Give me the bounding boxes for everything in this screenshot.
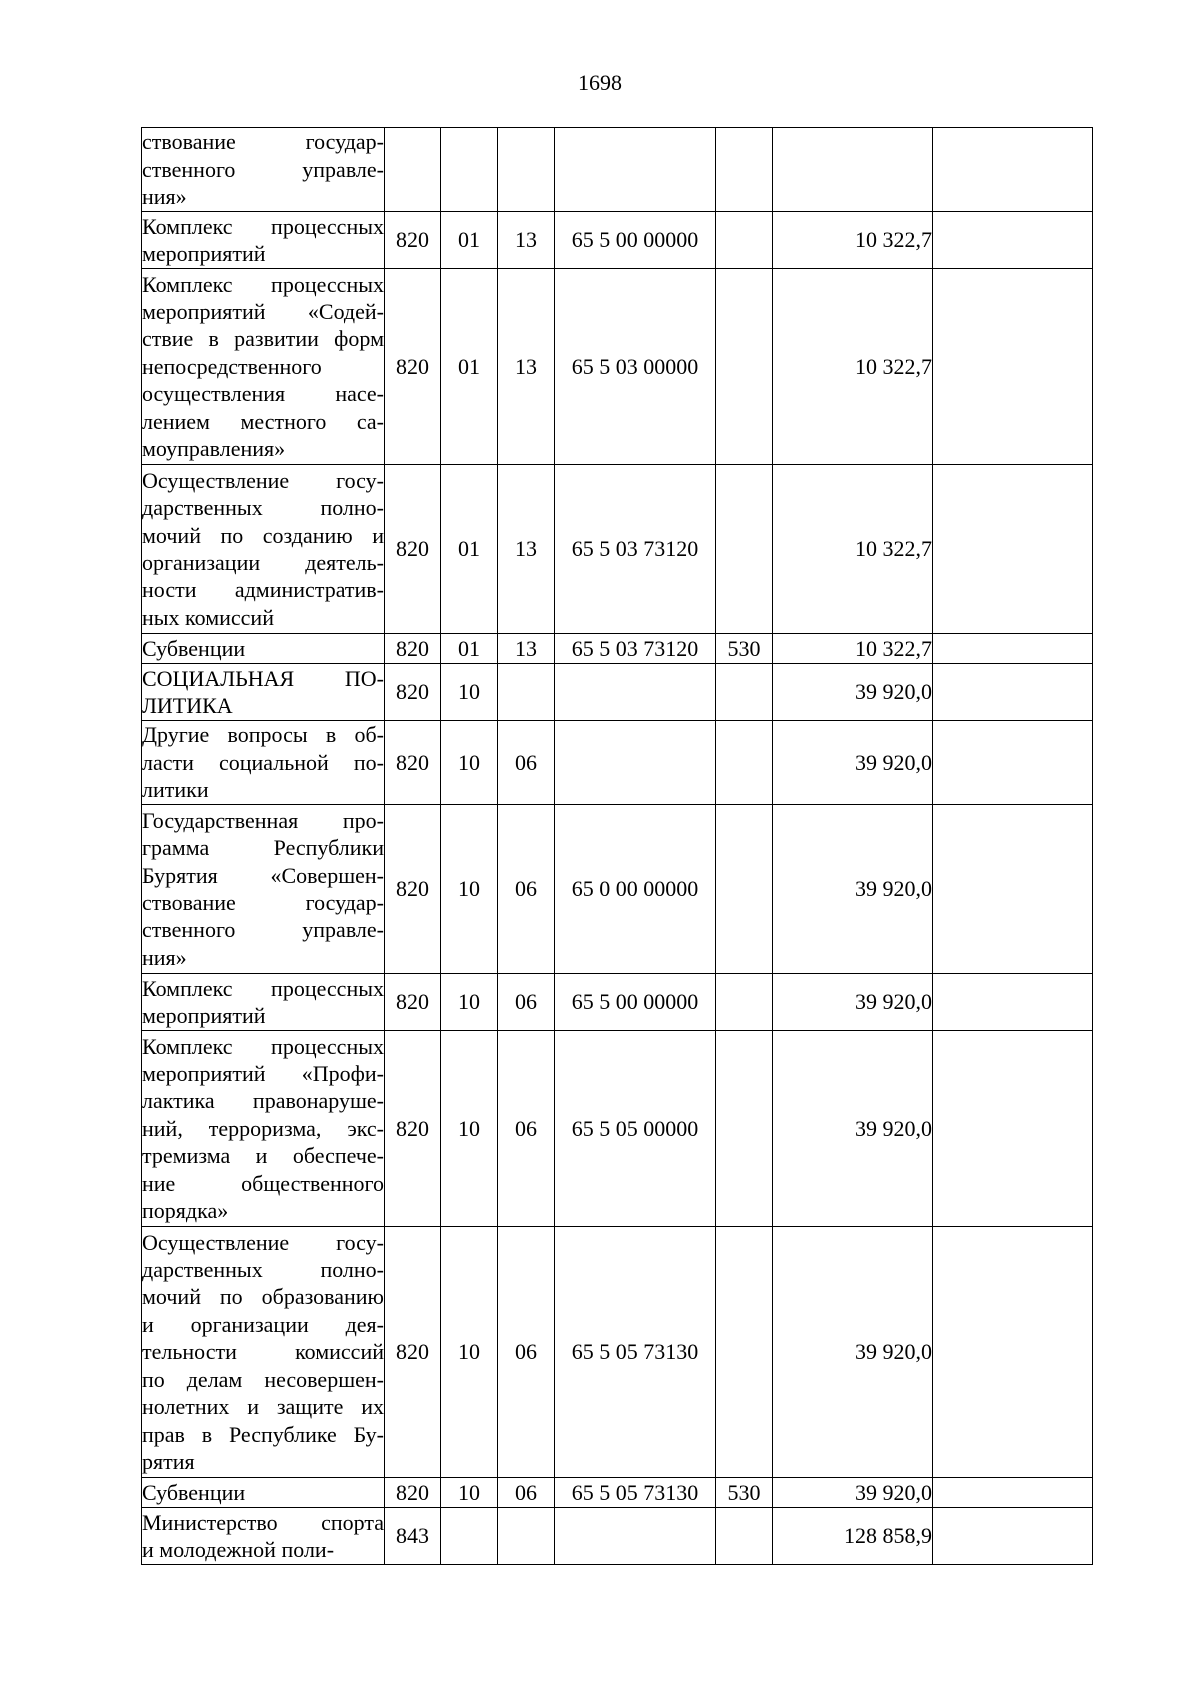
cell-name xyxy=(142,974,385,1031)
budget-table xyxy=(141,127,1093,1565)
table-row xyxy=(142,128,1093,212)
name-line: прав в Республике Бу- xyxy=(142,1421,384,1447)
cell-section: 10 xyxy=(441,1478,498,1508)
cell-name xyxy=(142,1227,385,1478)
name-line: по делам несовершен- xyxy=(142,1366,384,1392)
cell-vr xyxy=(716,269,773,465)
name-line: Комплекс процессных xyxy=(142,213,384,239)
name-line: Субвенции xyxy=(142,1479,246,1505)
name-line: лактика правонаруше- xyxy=(142,1088,384,1114)
name-line: мероприятий xyxy=(142,241,266,266)
cell-subsection xyxy=(498,128,555,212)
cell-target: 65 5 05 00000 xyxy=(555,1031,716,1227)
cell-admin: 820 xyxy=(385,465,441,634)
cell-amount: 39 920,0 xyxy=(773,1478,933,1508)
name-line: осуществления насе- xyxy=(142,381,384,407)
name-line: Комплекс процессных xyxy=(142,271,384,297)
name-line: литики xyxy=(142,777,209,803)
name-line: Комплекс процессных xyxy=(142,1033,384,1059)
name-line: моуправления» xyxy=(142,436,286,462)
name-line: ласти социальной по- xyxy=(142,749,384,775)
name-line: нолетних и защите их xyxy=(142,1394,384,1420)
cell-admin: 820 xyxy=(385,664,441,721)
cell-vr xyxy=(716,128,773,212)
name-line: мероприятий «Содей- xyxy=(142,298,384,324)
cell-vr: 530 xyxy=(716,634,773,664)
cell-empty xyxy=(933,465,1093,634)
table-row xyxy=(142,1508,1093,1565)
table-row xyxy=(142,974,1093,1031)
table-row xyxy=(142,1478,1093,1508)
cell-name xyxy=(142,465,385,634)
cell-admin: 843 xyxy=(385,1508,441,1565)
cell-vr xyxy=(716,1227,773,1478)
cell-vr xyxy=(716,805,773,974)
name-line: Другие вопросы в об- xyxy=(142,722,384,748)
cell-admin: 820 xyxy=(385,974,441,1031)
name-line: мероприятий «Профи- xyxy=(142,1060,384,1086)
name-line: мероприятий xyxy=(142,1003,266,1028)
cell-target xyxy=(555,721,716,805)
name-line: грамма Республики xyxy=(142,835,384,861)
cell-target xyxy=(555,1508,716,1565)
cell-name xyxy=(142,1508,385,1565)
table-row xyxy=(142,212,1093,269)
name-line: Государственная про- xyxy=(142,807,384,833)
cell-admin: 820 xyxy=(385,269,441,465)
cell-vr xyxy=(716,1508,773,1565)
cell-amount: 10 322,7 xyxy=(773,212,933,269)
name-line: организации деятель- xyxy=(142,550,384,575)
cell-section: 01 xyxy=(441,212,498,269)
table-row xyxy=(142,664,1093,721)
cell-subsection: 06 xyxy=(498,1031,555,1227)
cell-section xyxy=(441,128,498,212)
cell-amount: 39 920,0 xyxy=(773,1227,933,1478)
name-line: мочий по созданию и xyxy=(142,522,384,548)
page-number: 1698 xyxy=(578,70,622,95)
cell-name xyxy=(142,1031,385,1227)
name-line: мочий по образованию xyxy=(142,1284,384,1310)
name-line: ственного управле- xyxy=(142,156,384,182)
cell-name xyxy=(142,128,385,212)
cell-amount: 39 920,0 xyxy=(773,721,933,805)
name-line: и молодежной поли- xyxy=(142,1537,335,1562)
cell-vr xyxy=(716,721,773,805)
cell-name xyxy=(142,721,385,805)
cell-subsection xyxy=(498,1508,555,1565)
cell-empty xyxy=(933,1508,1093,1565)
cell-name xyxy=(142,634,385,664)
table-row xyxy=(142,805,1093,974)
name-line: ние общественного xyxy=(142,1170,384,1196)
cell-vr: 530 xyxy=(716,1478,773,1508)
table-row xyxy=(142,721,1093,805)
cell-target: 65 5 03 73120 xyxy=(555,465,716,634)
cell-subsection: 13 xyxy=(498,465,555,634)
cell-subsection: 13 xyxy=(498,634,555,664)
cell-admin: 820 xyxy=(385,212,441,269)
cell-empty xyxy=(933,128,1093,212)
cell-vr xyxy=(716,1031,773,1227)
cell-section xyxy=(441,1508,498,1565)
cell-amount: 39 920,0 xyxy=(773,664,933,721)
cell-target: 65 5 05 73130 xyxy=(555,1227,716,1478)
cell-name xyxy=(142,269,385,465)
cell-empty xyxy=(933,634,1093,664)
cell-name xyxy=(142,664,385,721)
cell-vr xyxy=(716,664,773,721)
cell-amount: 10 322,7 xyxy=(773,269,933,465)
cell-admin: 820 xyxy=(385,721,441,805)
cell-subsection: 13 xyxy=(498,269,555,465)
cell-amount xyxy=(773,128,933,212)
cell-subsection xyxy=(498,664,555,721)
cell-target: 65 5 00 00000 xyxy=(555,974,716,1031)
cell-amount: 39 920,0 xyxy=(773,974,933,1031)
name-line: ний, терроризма, экс- xyxy=(142,1115,384,1141)
cell-target: 65 5 05 73130 xyxy=(555,1478,716,1508)
cell-empty xyxy=(933,1227,1093,1478)
cell-section: 10 xyxy=(441,1031,498,1227)
cell-admin: 820 xyxy=(385,1031,441,1227)
cell-target: 65 0 00 00000 xyxy=(555,805,716,974)
cell-subsection: 06 xyxy=(498,1227,555,1478)
cell-section: 01 xyxy=(441,269,498,465)
table-row xyxy=(142,269,1093,465)
name-line: лением местного са- xyxy=(142,408,384,434)
name-line: ствие в развитии форм xyxy=(142,326,384,352)
cell-vr xyxy=(716,465,773,634)
cell-name xyxy=(142,805,385,974)
cell-name xyxy=(142,212,385,269)
cell-section: 10 xyxy=(441,1227,498,1478)
name-line: Бурятия «Совершен- xyxy=(142,862,384,888)
cell-empty xyxy=(933,805,1093,974)
cell-amount: 39 920,0 xyxy=(773,1031,933,1227)
name-line: ния» xyxy=(142,944,187,970)
cell-amount: 10 322,7 xyxy=(773,465,933,634)
name-line: Комплекс процессных xyxy=(142,975,384,1001)
cell-subsection: 06 xyxy=(498,721,555,805)
cell-target xyxy=(555,664,716,721)
name-line: Осуществление госу- xyxy=(142,467,384,493)
name-line: Министерство спорта xyxy=(142,1509,384,1535)
cell-amount: 10 322,7 xyxy=(773,634,933,664)
cell-subsection: 13 xyxy=(498,212,555,269)
name-line: ствование государ- xyxy=(142,129,384,155)
cell-vr xyxy=(716,212,773,269)
table-body xyxy=(142,128,1093,1565)
cell-subsection: 06 xyxy=(498,805,555,974)
table-row xyxy=(142,1227,1093,1478)
name-line: рятия xyxy=(142,1448,195,1474)
cell-target: 65 5 00 00000 xyxy=(555,212,716,269)
table-row xyxy=(142,1031,1093,1227)
cell-target: 65 5 03 00000 xyxy=(555,269,716,465)
cell-section: 10 xyxy=(441,974,498,1031)
cell-admin: 820 xyxy=(385,634,441,664)
cell-admin: 820 xyxy=(385,1478,441,1508)
cell-amount: 128 858,9 xyxy=(773,1508,933,1565)
cell-section: 10 xyxy=(441,805,498,974)
name-line: непосредственного xyxy=(142,353,322,379)
cell-target xyxy=(555,128,716,212)
cell-empty xyxy=(933,721,1093,805)
cell-section: 01 xyxy=(441,634,498,664)
cell-empty xyxy=(933,1031,1093,1227)
name-line: тремизма и обеспече- xyxy=(142,1143,384,1169)
cell-section: 10 xyxy=(441,721,498,805)
cell-target: 65 5 03 73120 xyxy=(555,634,716,664)
name-line: ствование государ- xyxy=(142,890,384,915)
cell-subsection: 06 xyxy=(498,974,555,1031)
name-line: ных комиссий xyxy=(142,604,274,630)
name-line: ЛИТИКА xyxy=(142,693,233,718)
cell-empty xyxy=(933,664,1093,721)
cell-amount: 39 920,0 xyxy=(773,805,933,974)
cell-section: 01 xyxy=(441,465,498,634)
name-line: ственного управле- xyxy=(142,917,384,943)
table-row xyxy=(142,465,1093,634)
cell-empty xyxy=(933,1478,1093,1508)
name-line: ности административ- xyxy=(142,577,384,603)
name-line: ния» xyxy=(142,184,187,210)
name-line: дарственных полно- xyxy=(142,495,384,521)
name-line: Субвенции xyxy=(142,635,246,661)
name-line: СОЦИАЛЬНАЯ ПО- xyxy=(142,665,384,691)
cell-section: 10 xyxy=(441,664,498,721)
cell-admin: 820 xyxy=(385,1227,441,1478)
table-row xyxy=(142,634,1093,664)
cell-empty xyxy=(933,269,1093,465)
name-line: и организации дея- xyxy=(142,1311,384,1337)
name-line: тельности комиссий xyxy=(142,1339,384,1365)
cell-empty xyxy=(933,212,1093,269)
name-line: порядка» xyxy=(142,1198,229,1224)
cell-empty xyxy=(933,974,1093,1031)
cell-admin xyxy=(385,128,441,212)
cell-subsection: 06 xyxy=(498,1478,555,1508)
cell-vr xyxy=(716,974,773,1031)
cell-name xyxy=(142,1478,385,1508)
cell-admin: 820 xyxy=(385,805,441,974)
name-line: дарственных полно- xyxy=(142,1257,384,1283)
name-line: Осуществление госу- xyxy=(142,1229,384,1255)
